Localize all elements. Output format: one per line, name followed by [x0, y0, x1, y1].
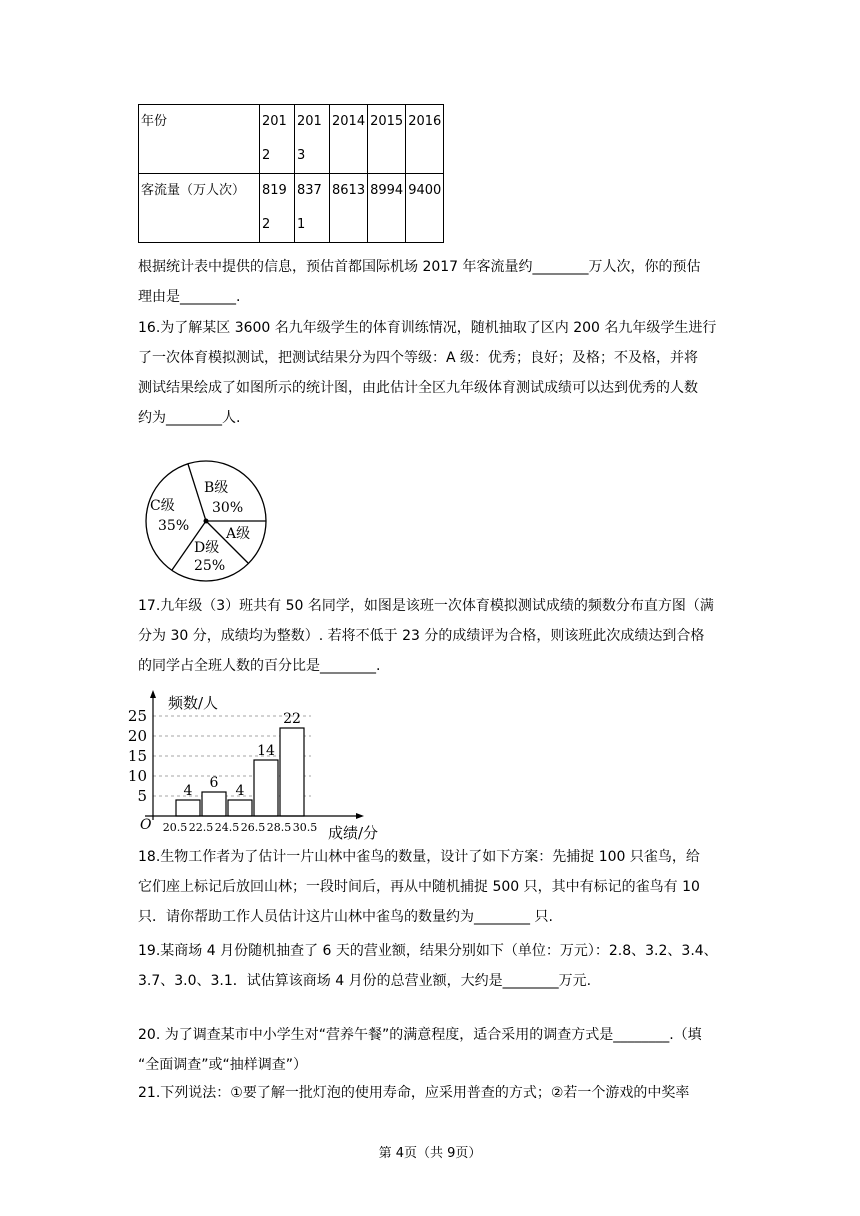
table-cell-traffic: 8371	[295, 174, 330, 243]
x-tick-label: 30.5	[292, 821, 318, 834]
table-cell-year: 2013	[295, 105, 330, 174]
text-line: 20. 为了调查某市中小学生对“营养午餐”的满意程度，适合采用的调查方式是________.（填	[138, 1027, 702, 1043]
question-19	[138, 936, 738, 996]
text-line: 18.生物工作者为了估计一片山林中雀鸟的数量，设计了如下方案：先捕捉 100 只雀鸟，给	[138, 849, 700, 865]
page-footer: 第 4页（共 9页）	[378, 1146, 482, 1161]
bar-value-label: 4	[235, 783, 245, 799]
table-cell-traffic: 9400	[406, 174, 444, 243]
pie-label-c: C级	[150, 498, 175, 514]
pie-pct-b: 30%	[212, 500, 244, 516]
histogram-origin-label: O	[140, 817, 152, 833]
histogram-bars	[176, 728, 304, 816]
table-cell-year: 2012	[260, 105, 295, 174]
x-tick-label: 20.5	[162, 821, 188, 834]
text-line: 17.九年级（3）班共有 50 名同学，如图是该班一次体育模拟测试成绩的频数分布直方图（满	[138, 598, 714, 614]
table-cell-year: 2014	[330, 105, 368, 174]
table-header-year: 年份	[139, 105, 260, 174]
y-tick-label: 10	[128, 767, 147, 785]
histogram-chart	[128, 688, 388, 840]
y-tick-label: 20	[128, 727, 147, 745]
text-line: “全面调查”或“抽样调查”）	[138, 1057, 308, 1073]
table-cell-traffic: 8613	[330, 174, 368, 243]
x-axis-arrow	[356, 813, 364, 819]
histogram-y-axis-label: 频数/人	[168, 694, 219, 712]
text-line: 它们座上标记后放回山林；一段时间后，再从中随机捕捉 500 只，其中有标记的雀鸟有 10	[138, 879, 700, 895]
table-row-year	[139, 105, 444, 174]
question-15	[138, 252, 738, 312]
text-line: 理由是________.	[138, 289, 241, 305]
pie-chart	[140, 458, 276, 584]
text-line: 根据统计表中提供的信息，预估首都国际机场 2017 年客流量约________万人次，你的预估	[138, 259, 701, 275]
table-cell-traffic: 8994	[368, 174, 406, 243]
histogram-bar	[202, 792, 226, 816]
passenger-table	[138, 104, 444, 243]
table-header-traffic: 客流量（万人次）	[139, 174, 260, 243]
histogram-bar	[228, 800, 252, 816]
y-tick-label: 15	[128, 747, 147, 765]
text-line: 21.下列说法：①要了解一批灯泡的使用寿命，应采用普查的方式；②若一个游戏的中奖率	[138, 1085, 690, 1101]
histogram-bar	[280, 728, 304, 816]
x-tick-label: 26.5	[240, 821, 266, 834]
text-line: 的同学占全班人数的百分比是________.	[138, 658, 381, 674]
text-line: 了一次体育模拟测试，把测试结果分为四个等级：A 级：优秀；良好；及格；不及格，并将	[138, 350, 699, 366]
pie-label-d: D级	[194, 540, 220, 556]
question-21	[138, 1078, 738, 1108]
histogram-x-axis-label: 成绩/分	[328, 824, 379, 840]
text-line: 3.7、3.0、3.1．试估算该商场 4 月份的总营业额，大约是________万元.	[138, 973, 592, 989]
question-17	[138, 591, 738, 681]
text-line: 测试结果绘成了如图所示的统计图，由此估计全区九年级体育测试成绩可以达到优秀的人数	[138, 380, 698, 396]
y-axis-arrow	[150, 690, 156, 698]
x-tick-label: 22.5	[188, 821, 214, 834]
text-line: 16.为了解某区 3600 名九年级学生的体育训练情况，随机抽取了区内 200 名九年级学生进行	[138, 320, 717, 336]
pie-pct-d: 25%	[194, 558, 226, 574]
x-tick-label: 24.5	[214, 821, 240, 834]
table-cell-traffic: 8192	[260, 174, 295, 243]
pie-label-a: A级	[226, 526, 251, 542]
question-20	[138, 1020, 738, 1080]
y-tick-label: 25	[128, 707, 147, 725]
pie-center-dot	[204, 519, 209, 524]
bar-value-label: 14	[257, 743, 275, 759]
y-tick-label: 5	[137, 787, 147, 805]
bar-value-label: 4	[183, 783, 193, 799]
bar-value-label: 6	[209, 775, 219, 791]
text-line: 只．请你帮助工作人员估计这片山林中雀鸟的数量约为________ 只.	[138, 909, 553, 925]
text-line: 分为 30 分，成绩均为整数）. 若将不低于 23 分的成绩评为合格，则该班此次成绩达到合格	[138, 628, 705, 644]
pie-pct-c: 35%	[158, 518, 190, 534]
text-line: 约为________人.	[138, 410, 241, 426]
question-18	[138, 842, 738, 932]
x-tick-label: 28.5	[266, 821, 292, 834]
table-row-traffic	[139, 174, 444, 243]
question-16	[138, 313, 738, 433]
histogram-bar	[254, 760, 278, 816]
table-cell-year: 2015	[368, 105, 406, 174]
histogram-bar	[176, 800, 200, 816]
bar-value-label: 22	[283, 711, 301, 727]
table-cell-year: 2016	[406, 105, 444, 174]
text-line: 19.某商场 4 月份随机抽查了 6 天的营业额，结果分别如下（单位：万元）：2.8、3.2、3.4、	[138, 943, 718, 959]
pie-label-b: B级	[204, 480, 229, 496]
